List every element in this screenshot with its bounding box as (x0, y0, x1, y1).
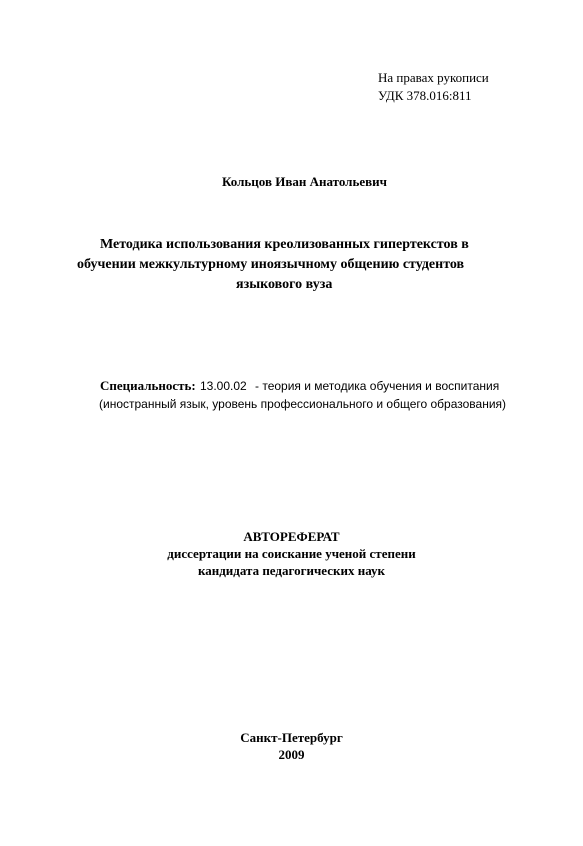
abstract-heading: АВТОРЕФЕРАТ (243, 529, 340, 544)
specialty-description-1: - теория и методика обучения и воспитания (255, 379, 500, 393)
specialty-code: 13.00.02 (200, 379, 247, 393)
title-line-1: Методика использования креолизованных гипертекстов в (100, 237, 469, 252)
rights-note: На правах рукописи (378, 70, 489, 85)
specialty-label: Специальность: (100, 378, 196, 393)
abstract-line-3: кандидата педагогических наук (197, 563, 386, 578)
specialty-description-2: (иностранный язык, уровень профессионального и общего образования) (99, 397, 507, 411)
abstract-line-2: диссертации на соискание ученой степени (167, 546, 416, 561)
title-line-3: языкового вуза (236, 277, 333, 292)
year: 2009 (278, 747, 305, 762)
title-line-2: обучении межкультурному иноязычному общению студентов (77, 257, 465, 272)
author-name: Кольцов Иван Анатольевич (222, 174, 387, 189)
city: Санкт-Петербург (240, 730, 343, 745)
udk-code: УДК 378.016:811 (378, 88, 472, 103)
